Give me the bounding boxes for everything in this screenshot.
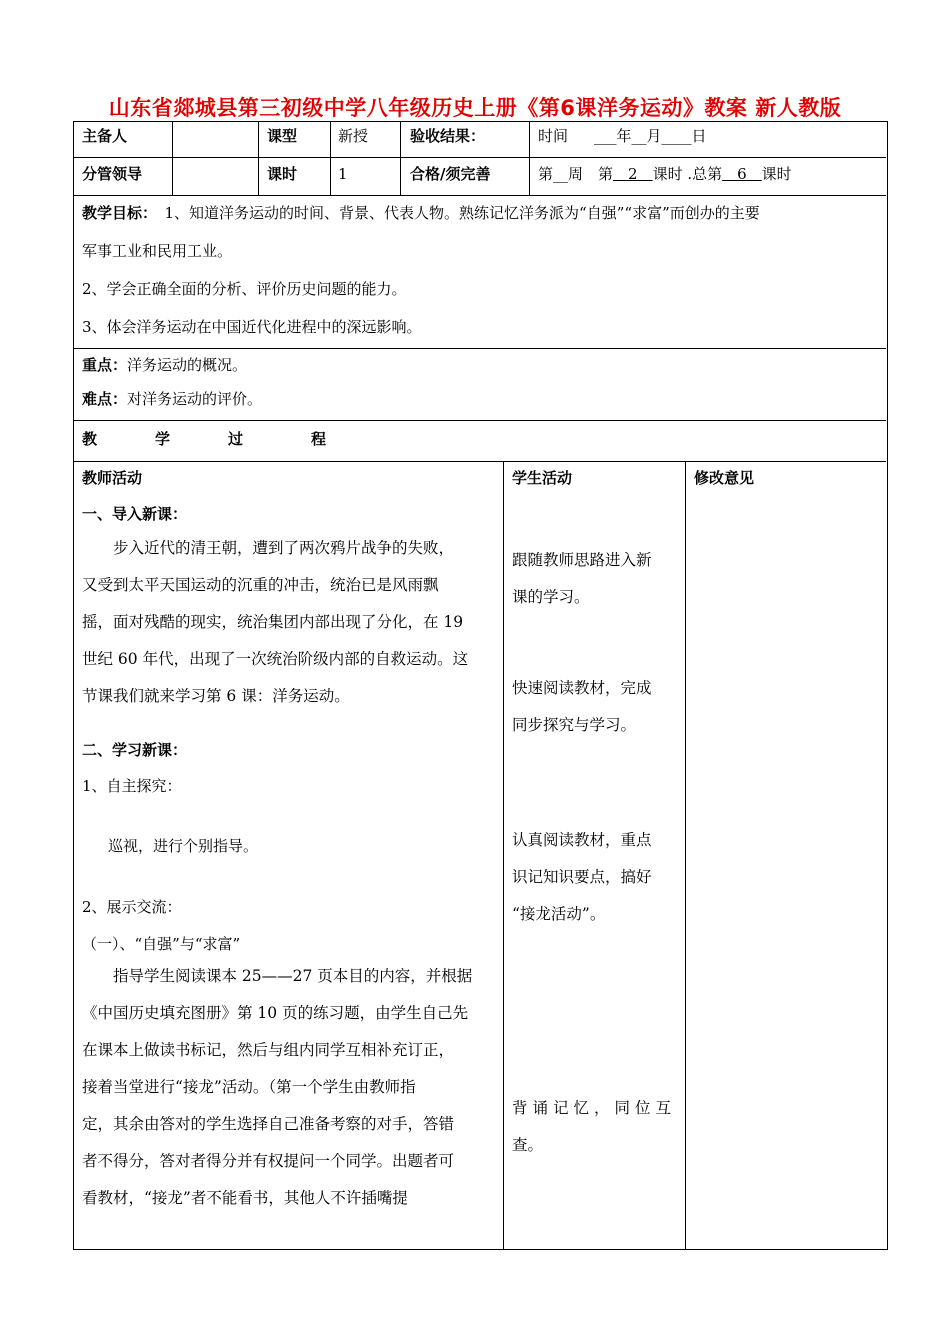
student-activity-3: 认真阅读教材，重点 识记知识要点，搞好 “接龙活动”。 [512, 831, 652, 923]
qualified-label: 合格/须完善 [410, 165, 491, 183]
schedule-text: 第__周 第 2 课时 .总第 6 课时 [538, 165, 792, 183]
goal-line-2: 2、学会正确全面的分析、评价历史问题的能力。 [82, 280, 407, 298]
revise-column-header: 修改意见 [694, 469, 755, 487]
time-value: ___年__月____日 [594, 127, 707, 145]
preparer-label: 主备人 [82, 127, 128, 145]
difficult-point: 难点：对洋务运动的评价。 [82, 390, 263, 408]
guide-paragraph: 指导学生阅读课本 25——27 页本目的内容，并根据 《中国历史填充图册》第 10 页的练习题，由学生自己先 在课本上做读书标记，然后与组内同学互相补充订正， 接着当堂进行“接龙”活动。（第一个学生由教师指 定，其余由答对的学生选择自己准备考察的对手，答错 者不得分，答对者得分并有权提问一个同学。出题者可 看教材，“接龙”者不能看书，其他人不许插嘴提 [82, 967, 473, 1207]
section-new-heading: 二、学习新课： [82, 741, 188, 759]
row-divider [73, 157, 886, 158]
goal-line-1b: 军事工业和民用工业。 [82, 242, 233, 260]
leader-label: 分管领导 [82, 165, 143, 183]
col-divider [529, 121, 530, 195]
row-divider [73, 461, 886, 462]
row-divider [73, 195, 886, 196]
document-title: 山东省郯城县第三初级中学八年级历史上册《第6课洋务运动》教案 新人教版 [108, 96, 842, 120]
student-activity-4: 背诵记忆，同位互 查。 [512, 1099, 677, 1154]
acceptance-label: 验收结果： [410, 127, 486, 145]
col-divider [172, 121, 173, 195]
student-activity-2: 快速阅读教材，完成 同步探究与学习。 [512, 679, 652, 734]
col-divider [503, 461, 504, 1249]
period-label: 课时 [267, 165, 298, 183]
process-header: 教 学 过 程 [82, 430, 327, 448]
col-divider [400, 121, 401, 195]
step-self-study: 1、自主探究： [82, 777, 182, 795]
lesson-type-label: 课型 [267, 127, 298, 145]
time-label: 时间 [538, 127, 569, 145]
goal-line-1: 教学目标： 1、知道洋务运动的时间、背景、代表人物。熟练记忆洋务派为“自强”“求富”而创办的主要 [82, 204, 760, 222]
period-value: 1 [338, 165, 348, 183]
row-divider [73, 420, 886, 421]
lesson-type-value: 新授 [338, 127, 369, 145]
col-divider [330, 121, 331, 195]
teacher-column-header: 教师活动 [82, 469, 143, 487]
student-column-header: 学生活动 [512, 469, 573, 487]
student-activity-1: 跟随教师思路进入新 课的学习。 [512, 551, 652, 606]
row-divider [73, 348, 886, 349]
col-divider [685, 461, 686, 1249]
step-exchange: 2、展示交流： [82, 898, 182, 916]
key-point: 重点：洋务运动的概况。 [82, 356, 248, 374]
section-intro-heading: 一、导入新课： [82, 505, 188, 523]
intro-paragraph: 步入近代的清王朝，遭到了两次鸦片战争的失败， 又受到太平天国运动的沉重的冲击，统治已是风雨飘 摇，面对残酷的现实，统治集团内部出现了分化，在 19 世纪 60 年代，出现了一次统治阶级内部的自救运动。这 节课我们就来学习第 6 课：洋务运动。 [82, 539, 469, 705]
goal-line-3: 3、体会洋务运动在中国近代化进程中的深远影响。 [82, 318, 422, 336]
subsection-heading: （一）、“自强”与“求富” [82, 935, 241, 953]
col-divider [258, 121, 259, 195]
teacher-patrol: 巡视，进行个别指导。 [108, 837, 259, 855]
